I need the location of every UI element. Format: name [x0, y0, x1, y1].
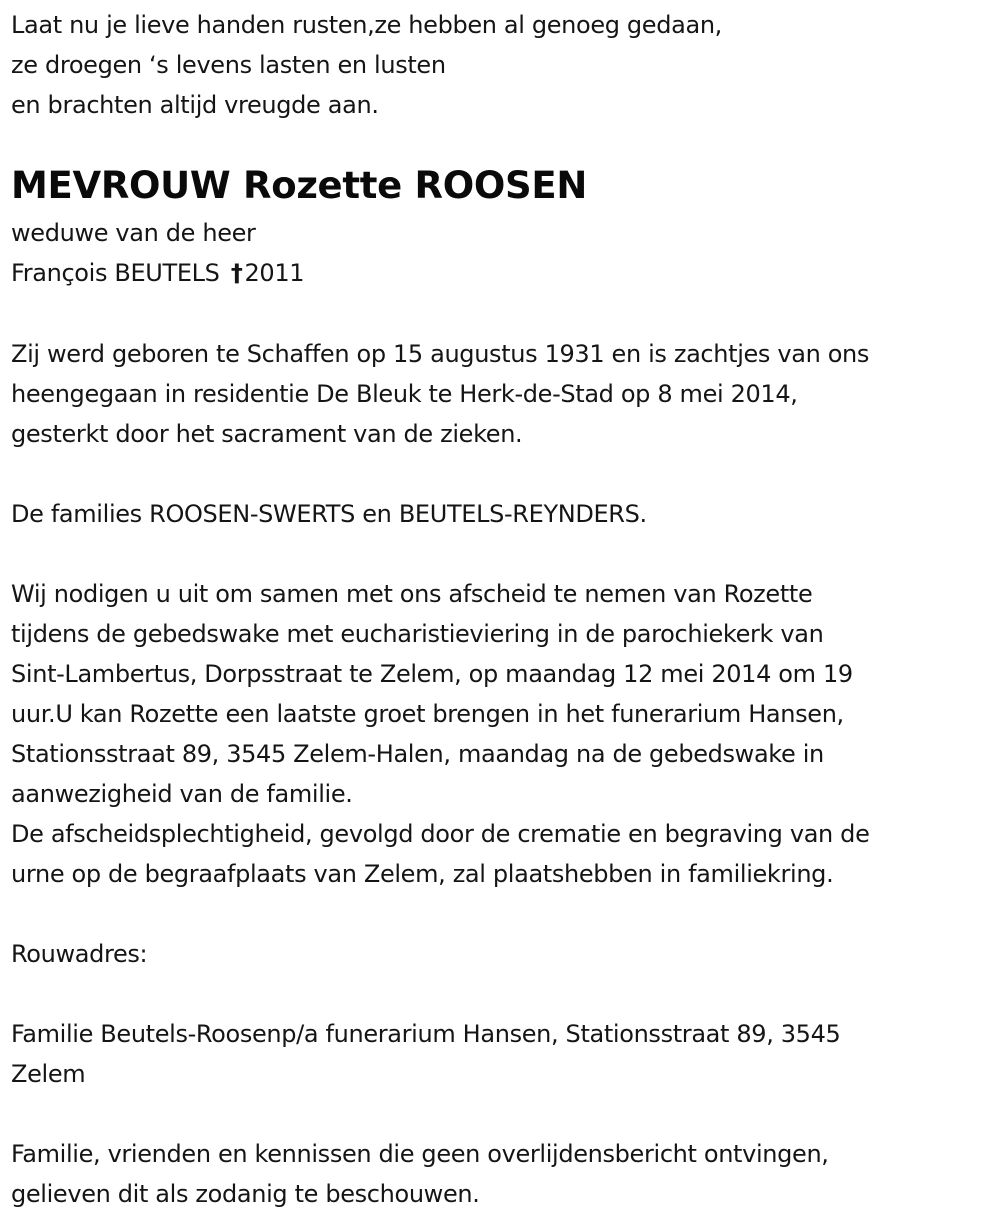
paragraph-line: Sint-Lambertus, Dorpsstraat te Zelem, op maandag 12 mei 2014 om 19 [11, 660, 853, 688]
paragraph-line: heengegaan in residentie De Bleuk te Herk-de-Stad op 8 mei 2014, [11, 380, 798, 408]
paragraph-line: Stationsstraat 89, 3545 Zelem-Halen, maandag na de gebedswake in [11, 740, 824, 768]
address-line: Zelem [11, 1060, 86, 1088]
spouse-death-year: 2011 [244, 259, 305, 287]
paragraph-line: gesterkt door het sacrament van de zieken. [11, 420, 523, 448]
paragraph-line: gelieven dit als zodanig te beschouwen. [11, 1180, 480, 1208]
paragraph-line: Familie, vrienden en kennissen die geen overlijdensbericht ontvingen, [11, 1140, 829, 1168]
paragraph-line: aanwezigheid van de familie. [11, 780, 353, 808]
paragraph-line: urne op de begraafplaats van Zelem, zal plaatshebben in familiekring. [11, 860, 834, 888]
cross-icon: † [230, 259, 243, 287]
deceased-name: MEVROUW Rozette ROOSEN [11, 164, 587, 207]
spouse-name: François BEUTELS [11, 259, 220, 287]
poem-line: en brachten altijd vreugde aan. [11, 91, 379, 119]
poem-line: ze droegen ‘s levens lasten en lusten [11, 51, 446, 79]
families-text: De families ROOSEN-SWERTS en BEUTELS-REYNDERS. [11, 500, 647, 528]
paragraph-line: uur.U kan Rozette een laatste groet brengen in het funerarium Hansen, [11, 700, 844, 728]
relation-text: weduwe van de heer [11, 219, 256, 247]
poem-line: Laat nu je lieve handen rusten,ze hebben al genoeg gedaan, [11, 11, 722, 39]
spouse-line [11, 253, 304, 293]
paragraph-line: Wij nodigen u uit om samen met ons afscheid te nemen van Rozette [11, 580, 813, 608]
paragraph-line: Zij werd geboren te Schaffen op 15 augustus 1931 en is zachtjes van ons [11, 340, 870, 368]
address-line: Familie Beutels-Roosenp/a funerarium Hansen, Stationsstraat 89, 3545 [11, 1020, 841, 1048]
mourning-address-label: Rouwadres: [11, 940, 148, 968]
paragraph-line: De afscheidsplechtigheid, gevolgd door de crematie en begraving van de [11, 820, 870, 848]
paragraph-line: tijdens de gebedswake met eucharistieviering in de parochiekerk van [11, 620, 824, 648]
